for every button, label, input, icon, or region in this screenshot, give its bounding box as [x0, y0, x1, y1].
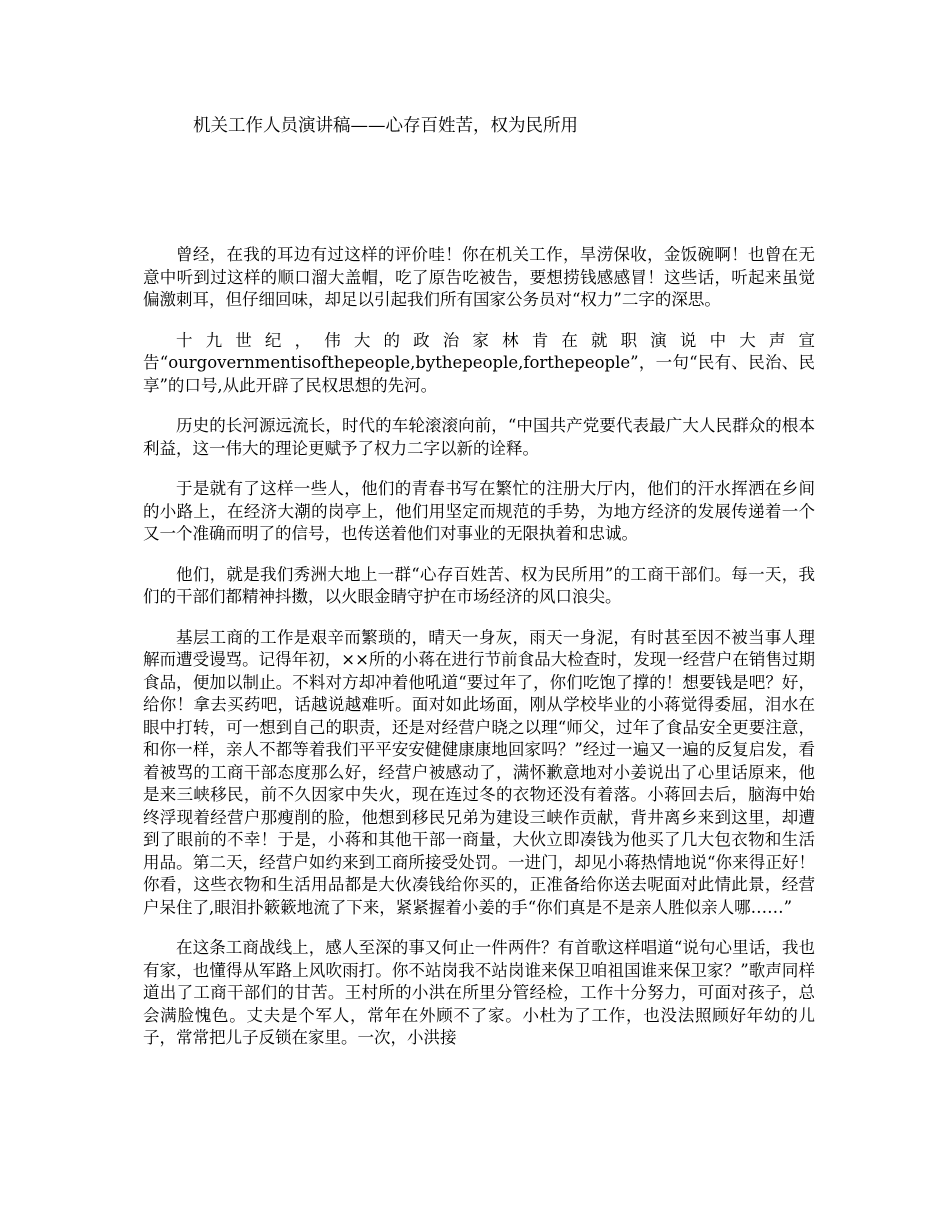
paragraph-5: 他们，就是我们秀洲大地上一群“心存百姓苦、权为民所用”的工商干部们。每一天，我们的干部们都精神抖擞，以火眼金睛守护在市场经济的风口浪尖。	[143, 564, 815, 606]
paragraph-7: 在这条工商战线上，感人至深的事又何止一件两件？有首歌这样唱道“说句心里话，我也有家，也懂得从军路上风吹雨打。你不站岗我不站岗谁来保卫咱祖国谁来保卫家？”歌声同样道出了工商干部们的甘苦。王村所的小洪在所里分管经检，工作十分努力，可面对孩子，总会满脸愧色。丈夫是个军人，常年在外顾不了家。小杜为了工作，也没法照顾好年幼的儿子，常常把儿子反锁在家里。一次，小洪接	[143, 938, 815, 1047]
paragraph-4: 于是就有了这样一些人，他们的青春书写在繁忙的注册大厅内，他们的汗水挥洒在乡间的小路上，在经济大潮的岗亭上，他们用坚定而规范的手势，为地方经济的发展传递着一个又一个准确而明了的信号，也传送着他们对事业的无限执着和忠诚。	[143, 479, 815, 543]
paragraph-2: 十九世纪，伟大的政治家林肯在就职演说中大声宣告“ourgovernmentisofthepeople,bythepeople,forthepeople”，一句“民有、民治、民享”的口号,从此开辟了民权思想的先河。	[143, 330, 815, 395]
paragraph-6: 基层工商的工作是艰辛而繁琐的，晴天一身灰，雨天一身泥，有时甚至因不被当事人理解而遭受谩骂。记得年初，××所的小蒋在进行节前食品大检查时，发现一经营户在销售过期食品，便加以制止。不料对方却冲着他吼道“要过年了，你们吃饱了撑的！想要钱是吧？好，给你！拿去买药吧，话越说越难听。面对如此场面，刚从学校毕业的小蒋觉得委屈，泪水在眼中打转，可一想到自己的职责，还是对经营户晓之以理“师父，过年了食品安全更要注意，和你一样，亲人不都等着我们平平安安健健康康地回家吗？”经过一遍又一遍的反复启发，看着被骂的工商干部态度那么好，经营户被感动了，满怀歉意地对小姜说出了心里话原来，他是来三峡移民，前不久因家中失火，现在连过冬的衣物还没有着落。小蒋回去后，脑海中始终浮现着经营户那瘦削的脸，他想到移民兄弟为建设三峡作贡献，背井离乡来到这里，却遭到了眼前的不幸！于是，小蒋和其他干部一商量，大伙立即凑钱为他买了几大包衣物和生活用品。第二天，经营户如约来到工商所接受处罚。一进门，却见小蒋热情地说“你来得正好！你看，这些衣物和生活用品都是大伙凑钱给你买的，正准备给你送去呢面对此情此景，经营户呆住了,眼泪扑簌簌地流了下来，紧紧握着小姜的手“你们真是不是亲人胜似亲人哪……”	[143, 627, 815, 917]
document-body	[143, 244, 815, 1068]
paragraph-3: 历史的长河源远流长，时代的车轮滚滚向前，“中国共产党要代表最广大人民群众的根本利益，这一伟大的理论更赋予了权力二字以新的诠释。	[143, 416, 815, 458]
document-title: 机关工作人员演讲稿——心存百姓苦，权为民所用	[193, 116, 578, 136]
paragraph-1: 曾经，在我的耳边有过这样的评价哇！你在机关工作，旱涝保收，金饭碗啊！也曾在无意中听到过这样的顺口溜大盖帽，吃了原告吃被告，要想捞钱感感冒！这些话，听起来虽觉偏激刺耳，但仔细回味，却足以引起我们所有国家公务员对“权力”二字的深思。	[143, 245, 815, 309]
